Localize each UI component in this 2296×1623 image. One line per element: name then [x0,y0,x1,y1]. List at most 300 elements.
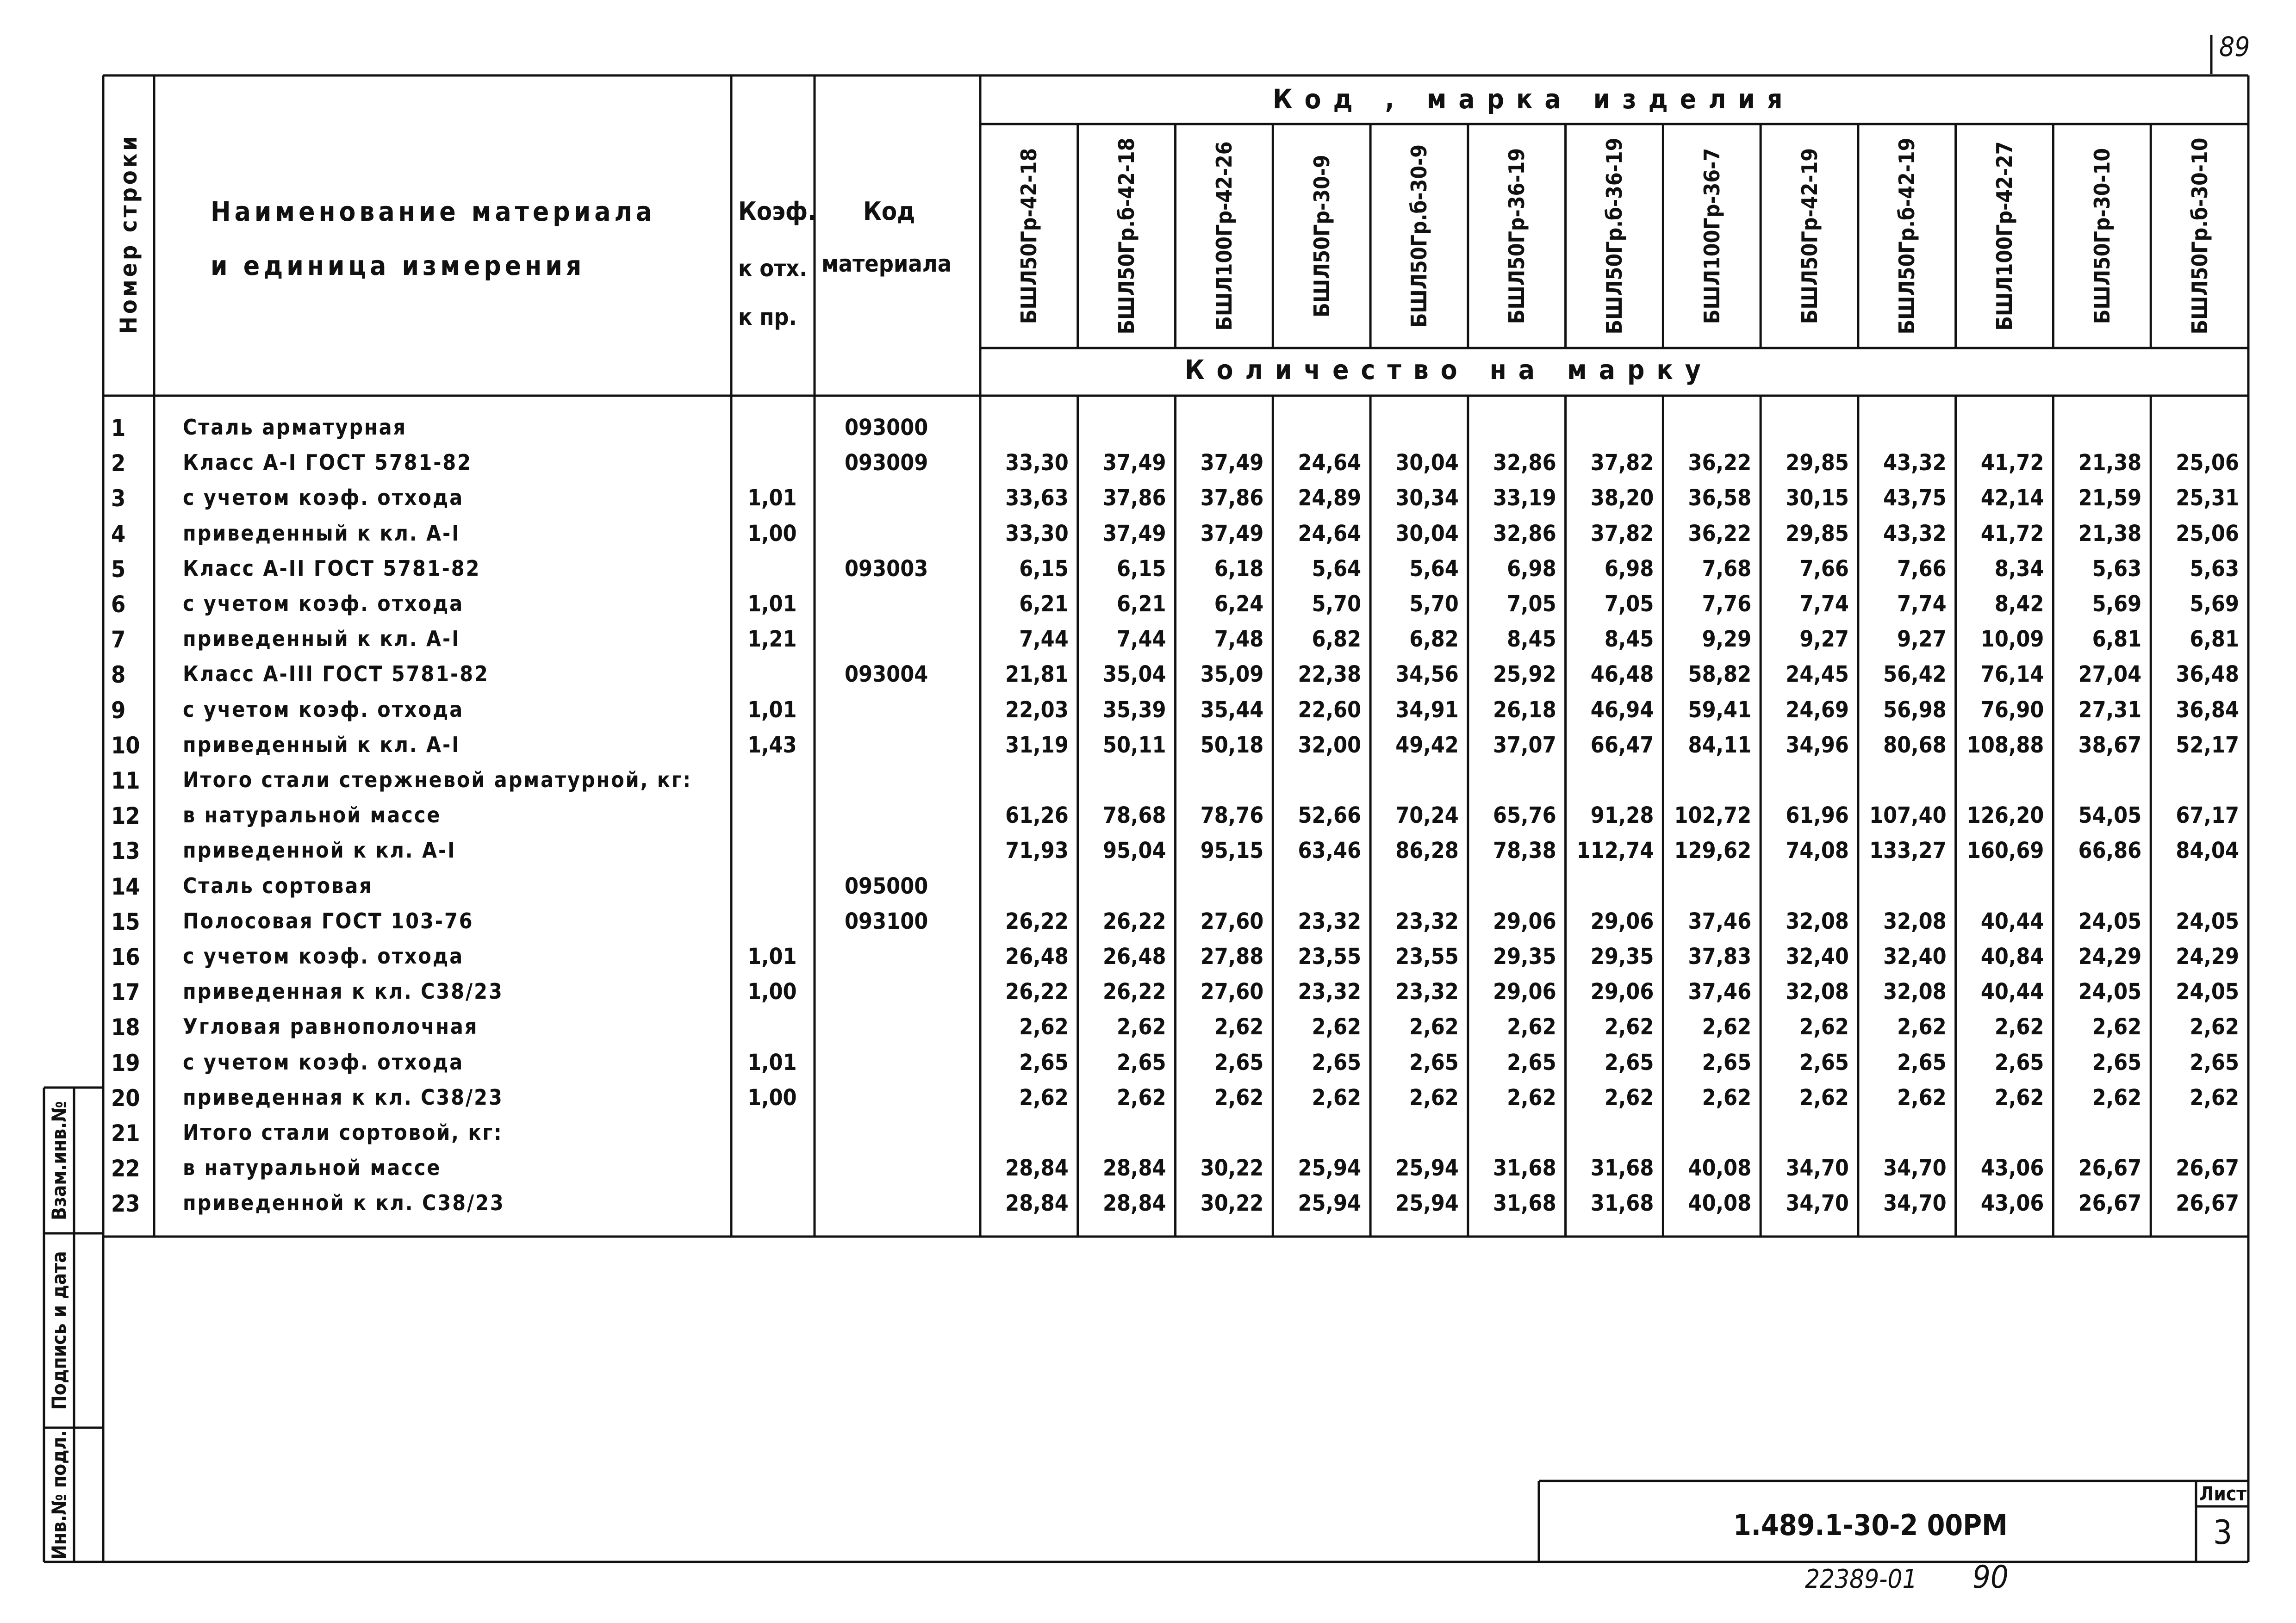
quantity-cell: 7,76 [1702,591,1752,617]
quantity-cell: 30,34 [1395,485,1459,511]
quantity-cell: 33,30 [1005,450,1069,476]
waste-coefficient: 1,01 [747,944,797,970]
quantity-cell: 58,82 [1688,661,1752,688]
row-number: 9 [111,696,126,724]
quantity-cell: 32,40 [1786,944,1849,970]
quantity-cell: 70,24 [1395,802,1459,829]
quantity-cell: 29,35 [1590,944,1654,970]
quantity-cell: 2,62 [1409,1014,1459,1040]
quantity-cell: 67,17 [2176,802,2239,829]
quantity-cell: 2,62 [1312,1084,1362,1111]
quantity-cell: 84,11 [1688,732,1752,758]
quantity-cell: 29,85 [1786,520,1849,547]
quantity-cell: 33,63 [1005,485,1069,511]
quantity-cell: 29,06 [1590,908,1654,934]
quantity-cell: 30,22 [1200,1155,1264,1181]
material-code: 093009 [845,450,928,476]
quantity-cell: 26,48 [1005,944,1069,970]
quantity-cell: 2,65 [1702,1049,1752,1076]
quantity-cell: 8,34 [1994,555,2044,582]
material-name: приведенная к кл. С38/23 [183,979,504,1004]
quantity-cell: 71,93 [1005,838,1069,864]
row-number: 20 [111,1084,140,1112]
material-name: с учетом коэф. отхода [183,944,464,969]
material-code: 095000 [845,873,928,899]
quantity-cell: 2,62 [1116,1014,1166,1040]
material-name: приведенной к кл. С38/23 [183,1190,505,1216]
quantity-cell: 27,31 [2078,696,2142,723]
quantity-cell: 29,06 [1493,979,1556,1005]
quantity-cell: 30,04 [1395,450,1459,476]
quantity-cell: 8,42 [1994,591,2044,617]
quantity-cell: 5,63 [2190,555,2239,582]
quantity-cell: 7,48 [1214,626,1264,653]
quantity-cell: 2,62 [1312,1014,1362,1040]
quantity-cell: 6,81 [2092,626,2142,653]
row-number: 4 [111,520,126,547]
quantity-cell: 63,46 [1298,838,1362,864]
quantity-cell: 2,65 [1604,1049,1654,1076]
material-name: приведенный к кл. А-I [183,732,460,757]
quantity-cell: 133,27 [1869,838,1947,864]
quantity-cell: 34,96 [1786,732,1849,758]
row-number: 23 [111,1190,140,1218]
quantity-cell: 21,59 [2078,485,2142,511]
quantity-cell: 40,44 [1980,908,2044,934]
quantity-cell: 56,98 [1883,696,1947,723]
quantity-cell: 6,81 [2190,626,2239,653]
footer-page-number: 90 [1972,1559,2009,1596]
quantity-cell: 30,04 [1395,520,1459,547]
material-name: Итого стали сортовой, кг: [183,1120,503,1145]
quantity-cell: 2,62 [1604,1084,1654,1111]
quantity-cell: 40,08 [1688,1155,1752,1181]
quantity-cell: 78,68 [1102,802,1166,829]
quantity-cell: 35,39 [1102,696,1166,723]
quantity-cell: 34,70 [1883,1155,1947,1181]
row-number: 10 [111,732,140,759]
material-name: в натуральной массе [183,802,442,828]
quantity-cell: 84,04 [2176,838,2239,864]
quantity-cell: 34,70 [1883,1190,1947,1217]
sheet-label: Лист [2199,1482,2247,1505]
quantity-cell: 5,70 [1312,591,1362,617]
row-number: 21 [111,1120,140,1147]
quantity-cell: 32,86 [1493,520,1556,547]
quantity-cell: 5,64 [1409,555,1459,582]
row-number: 19 [111,1049,140,1076]
quantity-cell: 7,68 [1702,555,1752,582]
quantity-cell: 21,38 [2078,450,2142,476]
quantity-cell: 9,27 [1897,626,1947,653]
product-code-header: БШЛ50Гр-36-19 [1504,148,1530,324]
quantity-cell: 2,65 [1214,1049,1264,1076]
quantity-cell: 59,41 [1688,696,1752,723]
quantity-cell: 2,62 [1897,1014,1947,1040]
quantity-cell: 34,56 [1395,661,1459,688]
quantity-cell: 2,62 [1507,1014,1556,1040]
quantity-cell: 5,63 [2092,555,2142,582]
quantity-cell: 21,38 [2078,520,2142,547]
quantity-cell: 2,65 [1897,1049,1947,1076]
quantity-cell: 28,84 [1102,1155,1166,1181]
quantity-cell: 27,60 [1200,908,1264,934]
quantity-cell: 2,62 [2092,1014,2142,1040]
quantity-cell: 2,65 [2092,1049,2142,1076]
row-number: 8 [111,661,126,689]
material-name: Сталь арматурная [183,415,407,440]
material-name: приведенной к кл. А-I [183,838,456,863]
waste-coefficient: 1,21 [747,626,797,653]
product-code-header: БШЛ100Гр-42-27 [1992,141,2017,331]
material-code: 093100 [845,908,928,934]
quantity-cell: 38,20 [1590,485,1654,511]
quantity-cell: 42,14 [1980,485,2044,511]
material-name: Класс А-III ГОСТ 5781-82 [183,661,489,687]
quantity-cell: 36,84 [2176,696,2239,723]
quantity-cell: 37,83 [1688,944,1752,970]
sheet-number: 3 [2213,1513,2233,1552]
quantity-cell: 95,04 [1102,838,1166,864]
quantity-cell: 9,29 [1702,626,1752,653]
quantity-cell: 9,27 [1799,626,1849,653]
document-code: 1.489.1-30-2 00РМ [1733,1508,2008,1542]
quantity-cell: 66,86 [2078,838,2142,864]
quantity-cell: 2,62 [1994,1014,2044,1040]
stamp-replacement-inventory: Взам.инв.№ [48,1101,70,1220]
quantity-cell: 29,85 [1786,450,1849,476]
row-number: 2 [111,450,126,477]
quantity-cell: 91,28 [1590,802,1654,829]
quantity-cell: 24,05 [2078,908,2142,934]
header-code-line2: материала [821,250,952,277]
quantity-cell: 23,32 [1298,908,1362,934]
quantity-cell: 32,08 [1786,979,1849,1005]
quantity-cell: 32,08 [1786,908,1849,934]
header-koef-line2: к отх. [738,255,808,282]
quantity-cell: 28,84 [1005,1155,1069,1181]
quantity-cell: 7,44 [1019,626,1069,653]
quantity-cell: 22,03 [1005,696,1069,723]
quantity-cell: 74,08 [1786,838,1849,864]
quantity-cell: 27,88 [1200,944,1264,970]
material-code: 093000 [845,415,928,441]
header-koef-line3: к пр. [738,304,797,330]
quantity-cell: 24,69 [1786,696,1849,723]
material-name: с учетом коэф. отхода [183,591,464,616]
quantity-cell: 37,46 [1688,979,1752,1005]
product-code-header: БШЛ50Гр.б-42-18 [1114,137,1139,335]
quantity-cell: 2,62 [1507,1084,1556,1111]
product-code-header: БШЛ50Гр-42-18 [1016,148,1042,324]
footer-text: 22389-01 [1805,1564,1917,1594]
material-name: Сталь сортовая [183,873,373,898]
product-code-header: БШЛ50Гр.б-30-9 [1406,144,1432,328]
quantity-cell: 37,49 [1200,450,1264,476]
quantity-cell: 40,84 [1980,944,2044,970]
quantity-cell: 2,62 [1019,1084,1069,1111]
quantity-cell: 7,05 [1507,591,1556,617]
row-number: 1 [111,415,126,442]
quantity-cell: 23,55 [1395,944,1459,970]
product-code-header: БШЛ50Гр-30-9 [1309,155,1334,317]
quantity-cell: 38,67 [2078,732,2142,758]
quantity-cell: 32,08 [1883,908,1947,934]
quantity-cell: 21,81 [1005,661,1069,688]
quantity-cell: 25,06 [2176,520,2239,547]
quantity-cell: 34,70 [1786,1155,1849,1181]
quantity-cell: 26,67 [2078,1155,2142,1181]
quantity-cell: 40,08 [1688,1190,1752,1217]
quantity-cell: 2,62 [1604,1014,1654,1040]
quantity-cell: 2,62 [1994,1084,2044,1111]
quantity-cell: 31,19 [1005,732,1069,758]
quantity-cell: 25,31 [2176,485,2239,511]
quantity-cell: 2,65 [1799,1049,1849,1076]
quantity-cell: 65,76 [1493,802,1556,829]
quantity-cell: 78,38 [1493,838,1556,864]
quantity-cell: 25,06 [2176,450,2239,476]
quantity-cell: 6,15 [1116,555,1166,582]
quantity-cell: 52,17 [2176,732,2239,758]
quantity-cell: 24,45 [1786,661,1849,688]
quantity-cell: 129,62 [1674,838,1752,864]
quantity-cell: 25,94 [1395,1155,1459,1181]
quantity-cell: 24,64 [1298,520,1362,547]
quantity-cell: 6,18 [1214,555,1264,582]
quantity-cell: 37,07 [1493,732,1556,758]
quantity-cell: 35,44 [1200,696,1264,723]
quantity-cell: 5,69 [2190,591,2239,617]
quantity-cell: 2,62 [1702,1014,1752,1040]
row-number: 18 [111,1014,140,1041]
quantity-cell: 46,94 [1590,696,1654,723]
quantity-cell: 29,06 [1590,979,1654,1005]
waste-coefficient: 1,00 [747,979,797,1005]
quantity-cell: 8,45 [1507,626,1556,653]
header-koef-line1: Коэф. [738,197,816,226]
quantity-cell: 76,14 [1980,661,2044,688]
product-code-header: БШЛ50Гр.б-42-19 [1894,137,1920,335]
material-name: с учетом коэф. отхода [183,1049,464,1075]
quantity-cell: 28,84 [1005,1190,1069,1217]
quantity-cell: 2,65 [1994,1049,2044,1076]
quantity-cell: 31,68 [1590,1190,1654,1217]
quantity-cell: 25,94 [1298,1155,1362,1181]
quantity-cell: 2,62 [1214,1084,1264,1111]
quantity-cell: 32,40 [1883,944,1947,970]
quantity-cell: 26,67 [2176,1155,2239,1181]
quantity-cell: 26,22 [1005,908,1069,934]
quantity-cell: 2,62 [1116,1084,1166,1111]
product-code-header: БШЛ100Гр-42-26 [1211,141,1237,331]
material-name: приведенный к кл. А-I [183,626,460,652]
quantity-cell: 22,38 [1298,661,1362,688]
quantity-cell: 50,18 [1200,732,1264,758]
quantity-cell: 24,89 [1298,485,1362,511]
quantity-cell: 2,62 [1702,1084,1752,1111]
row-number: 7 [111,626,126,653]
quantity-cell: 33,30 [1005,520,1069,547]
quantity-cell: 2,62 [1799,1014,1849,1040]
quantity-cell: 2,62 [2190,1014,2239,1040]
quantity-cell: 2,65 [1312,1049,1362,1076]
quantity-cell: 41,72 [1980,450,2044,476]
quantity-cell: 37,82 [1590,450,1654,476]
quantity-cell: 2,62 [1897,1084,1947,1111]
quantity-cell: 7,44 [1116,626,1166,653]
quantity-cell: 43,06 [1980,1190,2044,1217]
quantity-cell: 52,66 [1298,802,1362,829]
quantity-cell: 6,24 [1214,591,1264,617]
quantity-cell: 34,70 [1786,1190,1849,1217]
quantity-cell: 36,22 [1688,450,1752,476]
quantity-cell: 24,29 [2078,944,2142,970]
quantity-cell: 33,19 [1493,485,1556,511]
quantity-cell: 25,92 [1493,661,1556,688]
quantity-cell: 46,48 [1590,661,1654,688]
quantity-cell: 5,70 [1409,591,1459,617]
quantity-cell: 6,98 [1604,555,1654,582]
header-material-name-line2: и единица измерения [211,250,585,281]
quantity-cell: 37,46 [1688,908,1752,934]
quantity-cell: 2,62 [1799,1084,1849,1111]
quantity-cell: 2,65 [1409,1049,1459,1076]
quantity-cell: 66,47 [1590,732,1654,758]
quantity-cell: 31,68 [1493,1190,1556,1217]
quantity-cell: 26,22 [1102,908,1166,934]
material-code: 093004 [845,661,928,688]
row-number: 13 [111,838,140,865]
row-number: 12 [111,802,140,830]
material-name: приведенная к кл. С38/23 [183,1084,504,1110]
quantity-cell: 43,32 [1883,450,1947,476]
quantity-cell: 7,66 [1897,555,1947,582]
quantity-cell: 32,08 [1883,979,1947,1005]
quantity-cell: 32,00 [1298,732,1362,758]
material-name: с учетом коэф. отхода [183,696,464,722]
quantity-cell: 36,48 [2176,661,2239,688]
header-code-line1: Код [863,197,915,226]
quantity-cell: 24,64 [1298,450,1362,476]
quantity-cell: 2,62 [2092,1084,2142,1111]
quantity-cell: 29,35 [1493,944,1556,970]
quantity-cell: 108,88 [1966,732,2044,758]
stamp-inventory-original: Инв.№ подл. [48,1430,70,1560]
quantity-cell: 112,74 [1576,838,1654,864]
header-quantity-title: Количество на марку [1185,354,1713,386]
quantity-cell: 54,05 [2078,802,2142,829]
quantity-cell: 32,86 [1493,450,1556,476]
quantity-cell: 6,21 [1116,591,1166,617]
quantity-cell: 6,82 [1409,626,1459,653]
quantity-cell: 80,68 [1883,732,1947,758]
quantity-cell: 56,42 [1883,661,1947,688]
quantity-cell: 31,68 [1493,1155,1556,1181]
page-number: 89 [2219,31,2250,62]
quantity-cell: 25,94 [1298,1190,1362,1217]
quantity-cell: 10,09 [1980,626,2044,653]
quantity-cell: 160,69 [1966,838,2044,864]
material-name: Класс А-II ГОСТ 5781-82 [183,555,481,581]
quantity-cell: 27,60 [1200,979,1264,1005]
quantity-cell: 36,58 [1688,485,1752,511]
quantity-cell: 23,32 [1298,979,1362,1005]
quantity-cell: 26,22 [1005,979,1069,1005]
quantity-cell: 6,82 [1312,626,1362,653]
quantity-cell: 26,22 [1102,979,1166,1005]
quantity-cell: 35,04 [1102,661,1166,688]
material-name: с учетом коэф. отхода [183,485,464,510]
row-number: 14 [111,873,140,900]
quantity-cell: 27,04 [2078,661,2142,688]
waste-coefficient: 1,00 [747,520,797,547]
quantity-cell: 22,60 [1298,696,1362,723]
header-material-name-line1: Наименование материала [211,196,656,227]
quantity-cell: 37,86 [1200,485,1264,511]
quantity-cell: 29,06 [1493,908,1556,934]
quantity-cell: 43,06 [1980,1155,2044,1181]
material-name: Класс А-I ГОСТ 5781-82 [183,450,473,475]
product-code-header: БШЛ50Гр.б-30-10 [2187,137,2212,335]
row-number: 17 [111,979,140,1006]
quantity-cell: 26,67 [2078,1190,2142,1217]
row-number: 22 [111,1155,140,1182]
material-name: Полосовая ГОСТ 103-76 [183,908,474,933]
quantity-cell: 8,45 [1604,626,1654,653]
quantity-cell: 28,84 [1102,1190,1166,1217]
product-code-header: БШЛ100Гр-36-7 [1699,148,1724,324]
quantity-cell: 6,21 [1019,591,1069,617]
quantity-cell: 6,98 [1507,555,1556,582]
quantity-cell: 23,32 [1395,979,1459,1005]
waste-coefficient: 1,01 [747,485,797,511]
quantity-cell: 2,62 [2190,1084,2239,1111]
quantity-cell: 2,62 [1019,1014,1069,1040]
quantity-cell: 41,72 [1980,520,2044,547]
quantity-cell: 2,65 [1507,1049,1556,1076]
quantity-cell: 6,15 [1019,555,1069,582]
quantity-cell: 24,05 [2176,908,2239,934]
quantity-cell: 40,44 [1980,979,2044,1005]
quantity-cell: 107,40 [1869,802,1947,829]
quantity-cell: 76,90 [1980,696,2044,723]
row-number: 11 [111,767,140,794]
quantity-cell: 26,67 [2176,1190,2239,1217]
quantity-cell: 26,48 [1102,944,1166,970]
waste-coefficient: 1,00 [747,1084,797,1111]
quantity-cell: 24,05 [2176,979,2239,1005]
row-number: 5 [111,555,126,583]
quantity-cell: 25,94 [1395,1190,1459,1217]
quantity-cell: 31,68 [1590,1155,1654,1181]
quantity-cell: 49,42 [1395,732,1459,758]
quantity-cell: 24,05 [2078,979,2142,1005]
quantity-cell: 37,49 [1102,520,1166,547]
quantity-cell: 37,86 [1102,485,1166,511]
quantity-cell: 7,74 [1897,591,1947,617]
quantity-cell: 5,64 [1312,555,1362,582]
quantity-cell: 102,72 [1674,802,1752,829]
product-code-header: БШЛ50Гр.б-36-19 [1602,137,1627,335]
quantity-cell: 24,29 [2176,944,2239,970]
product-code-header: БШЛ50Гр-30-10 [2089,148,2115,324]
stamp-signature-date: Подпись и дата [48,1251,70,1410]
quantity-cell: 7,74 [1799,591,1849,617]
quantity-cell: 2,65 [1116,1049,1166,1076]
quantity-cell: 7,66 [1799,555,1849,582]
quantity-cell: 2,65 [2190,1049,2239,1076]
